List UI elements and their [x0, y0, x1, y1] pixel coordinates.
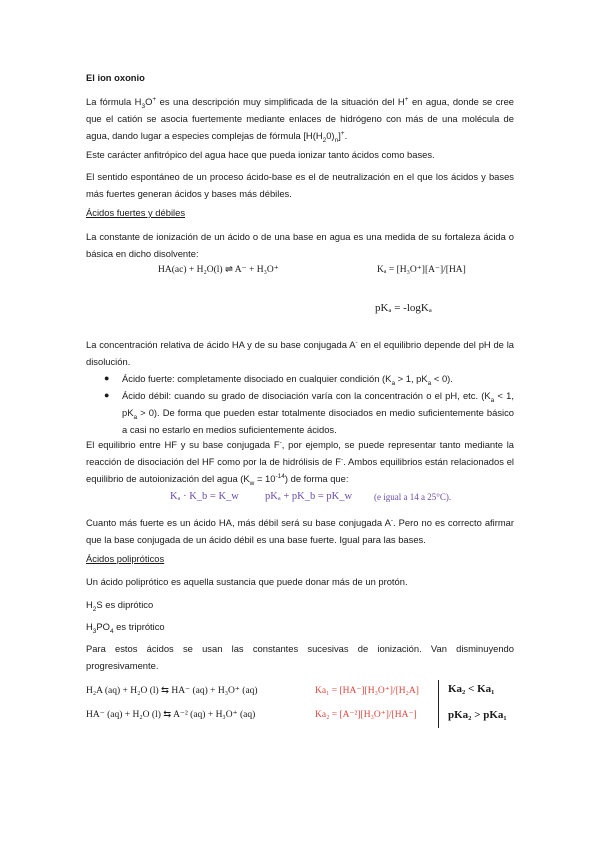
equation-pkw-note: (e igual a 14 a 25°C).	[374, 492, 452, 502]
bullet-dot: ●	[104, 373, 110, 383]
paragraph-anfitropico: Este carácter anfitrópico del agua hace que pueda ionizar tanto ácidos como bases.	[86, 149, 435, 160]
equation-ka: Kₐ = [H₃O⁺][A⁻]/[HA]	[377, 265, 466, 275]
comparison-pka: pKa₂ > pKa₁	[448, 709, 507, 721]
equation-kw: Kₐ · K_b = K_w	[170, 491, 239, 502]
paragraph-concentracion: La concentración relativa de ácido HA y de su base conjugada A- en el equilibrio depende del pH de la disolución.	[86, 338, 514, 367]
paragraph-oxonio: La fórmula $H_3O^+$ es una descripción muy simplificada de la situación del H+ en agua, donde se cree que el catión se asocia fuertemente mediante enlaces de hidrógeno con más de una molécula de agua, dando lugar a especies complejas de fórmula $[H(H_20)_n]^+$.	[86, 95, 514, 144]
paragraph-h2s: $H_2S$ es diprótico	[86, 599, 154, 613]
paragraph-neutralizacion: El sentido espontáneo de un proceso ácido-base es el de neutralización en el que los ácidos y bases más fuertes generan ácidos y bases más débiles.	[86, 171, 514, 199]
equation-ionization: HA(ac) + H₂O(l) ⇌ A⁻ + H₃O⁺	[158, 265, 279, 275]
paragraph-h3po4: $H_3PO_4$ es triprótico	[86, 621, 165, 635]
equation-pka: pKₐ = -logKₐ	[375, 302, 432, 314]
equation-second-ionization: HA⁻ (aq) + H₂O (l) ⇆ A⁻² (aq) + H₃O⁺ (aq)	[86, 710, 256, 720]
section-title: El ion oxonio	[86, 72, 145, 83]
separator-line	[438, 680, 439, 728]
equation-first-ionization: H₂A (aq) + H₂O (l) ⇆ HA⁻ (aq) + H₃O⁺ (aq)	[86, 686, 258, 696]
bullet-acido-debil: Ácido débil: cuando su grado de disociación varía con la concentración o el pH, etc. ($K_a < 1$, $pK_a > 0$). De forma que pueden estar totalmente disociados en medio suficientemente básico a casi no estarlo en medios suficientemente ácidos.	[122, 390, 514, 435]
equation-pkw: pKₐ + pK_b = pK_w	[265, 491, 353, 502]
paragraph-base-conjugada: Cuanto más fuerte es un ácido HA, más débil será su base conjugada A-. Pero no es correcto afirmar que la base conjugada de un ácido débil es una base fuerte. Igual para las bases.	[86, 516, 515, 545]
bullet-dot: ●	[104, 390, 110, 400]
equation-ka1: Ka₁ = [HA⁻][H₃O⁺]/[H₂A]	[315, 686, 419, 696]
comparison-ka: Ka₂ < Ka₁	[448, 683, 495, 695]
paragraph-constantes-sucesivas: Para estos ácidos se usan las constantes sucesivas de ionización. Van disminuyendo progresivamente.	[86, 643, 514, 671]
paragraph-poliprotico: Un ácido poliprótico es aquella sustancia que puede donar más de un protón.	[86, 576, 408, 587]
paragraph-constante: La constante de ionización de un ácido o de una base en agua es una medida de su fortaleza ácida o básica en dicho disolvente:	[86, 231, 514, 259]
equation-ka2: Ka₂ = [A⁻²][H₃O⁺]/[HA⁻]	[315, 710, 417, 720]
paragraph-hf: El equilibrio entre HF y su base conjugada F-, por ejemplo, se puede representar tanto mediante la reacción de disociación del HF como por la de hidrólisis de F-. Ambos equilibrios están relacionados el equilibrio de autoionización del agua $(K_w = 10^{-14})$ de forma que:	[86, 438, 514, 487]
heading-polipróticos: Ácidos polipróticos	[86, 553, 165, 564]
bullet-acido-fuerte: Ácido fuerte: completamente disociado en cualquier condición ($K_a > 1$, $pK_a < 0$).	[122, 373, 453, 387]
heading-acidos-fuertes: Ácidos fuertes y débiles	[86, 207, 186, 218]
